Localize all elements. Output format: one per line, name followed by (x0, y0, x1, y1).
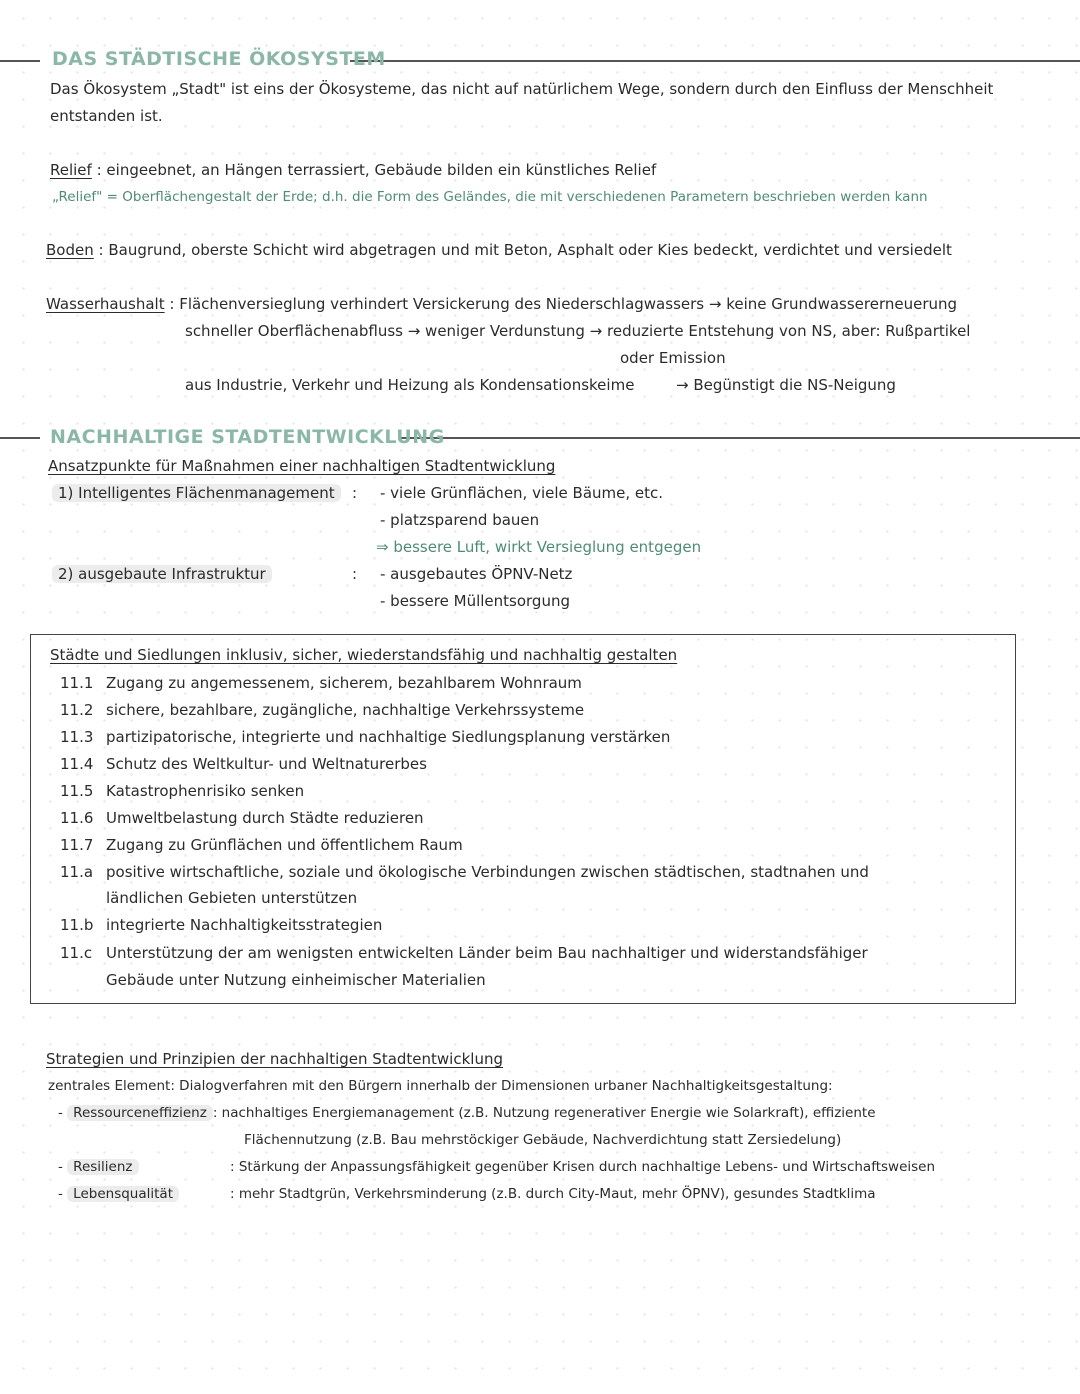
sdg-text: positive wirtschaftliche, soziale und ökologische Verbindungen zwischen städtischen, stadtnahen und (106, 863, 869, 881)
sdg-num: 11.b (60, 916, 94, 934)
relief-definition: „Relief" = Oberflächengestalt der Erde; d.h. die Form des Geländes, die mit verschiedenen Parametern beschrieben werden kann (52, 189, 928, 205)
sdg-text: Umweltbelastung durch Städte reduzieren (106, 809, 424, 827)
sdg-item (60, 889, 357, 907)
sdg-item (60, 674, 582, 692)
sdg-num: 11.4 (60, 755, 94, 773)
section-title-okosystem: DAS STÄDTISCHE ÖKOSYSTEM (52, 48, 386, 70)
sdg-text: Zugang zu angemessenem, sicherem, bezahlbarem Wohnraum (106, 674, 582, 692)
sdg-text: Katastrophenrisiko senken (106, 782, 305, 800)
sdg-item (60, 755, 427, 773)
point1-item-1: - viele Grünflächen, viele Bäume, etc. (380, 484, 664, 502)
sdg-text: Unterstützung der am wenigsten entwickelten Länder beim Bau nachhaltiger und widerstandsfähiger (106, 944, 868, 962)
relief-text: : eingeebnet, an Hängen terrassiert, Gebäude bilden ein künstliches Relief (96, 161, 657, 179)
boden-label: Boden (46, 241, 94, 259)
ressourceneffizienz-row (58, 1105, 876, 1122)
wasser-label: Wasserhaushalt (46, 295, 165, 313)
ressourceneffizienz-text-2: Flächennutzung (z.B. Bau mehrstöckiger Gebäude, Nachverdichtung statt Zersiedelung) (244, 1132, 842, 1148)
sdg-item (60, 863, 869, 881)
dash: - (58, 1159, 63, 1175)
wasser-text-2: schneller Oberflächenabfluss → weniger Verdunstung → reduzierte Entstehung von NS, aber: Rußpartikel (185, 322, 971, 340)
sdg-item (60, 782, 304, 800)
ressourceneffizienz-label: Ressourceneffizienz (67, 1105, 213, 1121)
point2-colon: : (352, 565, 358, 583)
sdg-num: 11.a (60, 863, 94, 881)
point1-result: ⇒ bessere Luft, wirkt Versieglung entgegen (376, 538, 702, 556)
sdg-text: Zugang zu Grünflächen und öffentlichem Raum (106, 836, 463, 854)
sdg-item (60, 971, 486, 989)
sdg-text: partizipatorische, integrierte und nachhaltige Siedlungsplanung verstärken (106, 728, 671, 746)
heading-rule-left-2 (0, 437, 40, 439)
point1-label (52, 484, 341, 502)
lebensqualitaet-text: : mehr Stadtgrün, Verkehrsminderung (z.B. durch City-Maut, mehr ÖPNV), gesundes Stadtklima (230, 1186, 876, 1202)
sdg-num: 11.2 (60, 701, 94, 719)
sdg-item (60, 916, 382, 934)
sdg-item (60, 701, 584, 719)
lebensqualitaet-row (58, 1186, 179, 1203)
wasser-text-1: : Flächenversieglung verhindert Versickerung des Niederschlagwassers → keine Grundwassererneuerung (169, 295, 958, 313)
point2-label-text: 2) ausgebaute Infrastruktur (52, 565, 272, 583)
wasser-row (46, 295, 957, 313)
ressourceneffizienz-text: : nachhaltiges Energiemanagement (z.B. Nutzung regenerativer Energie wie Solarkraft), effiziente (212, 1105, 876, 1121)
point1-colon: : (352, 484, 358, 502)
intro-text: Das Ökosystem „Stadt" ist eins der Ökosysteme, das nicht auf natürlichem Wege, sondern durch den Einfluss der Menschheit (50, 80, 994, 98)
relief-label: Relief (50, 161, 92, 179)
sdg-text: ländlichen Gebieten unterstützen (106, 889, 358, 907)
wasser-text-4a: aus Industrie, Verkehr und Heizung als Kondensationskeime (185, 376, 635, 394)
heading-rule-left (0, 60, 40, 62)
resilienz-text: : Stärkung der Anpassungsfähigkeit gegenüber Krisen durch nachhaltige Lebens- und Wirtschaftsweisen (230, 1159, 936, 1175)
sdg-text: Gebäude unter Nutzung einheimischer Materialien (106, 971, 486, 989)
point1-item-2: - platzsparend bauen (380, 511, 540, 529)
sdg-item (60, 728, 670, 746)
sdg-item (60, 836, 463, 854)
sdg-num: 11.7 (60, 836, 94, 854)
resilienz-row (58, 1159, 139, 1176)
zentrales-element: zentrales Element: Dialogverfahren mit den Bürgern innerhalb der Dimensionen urbaner Nachhaltigkeitsgestaltung: (48, 1078, 833, 1094)
boden-row (46, 241, 952, 259)
sdg-item (60, 944, 868, 962)
relief-row (50, 161, 656, 179)
sdg-num: 11.5 (60, 782, 94, 800)
section-title-stadtentwicklung: NACHHALTIGE STADTENTWICKLUNG (50, 426, 445, 448)
sdg11-title: Städte und Siedlungen inklusiv, sicher, wiederstandsfähig und nachhaltig gestalten (50, 646, 678, 664)
sdg-text: integrierte Nachhaltigkeitsstrategien (106, 916, 383, 934)
sdg-item (60, 809, 424, 827)
point1-label-text: 1) Intelligentes Flächenmanagement (52, 484, 341, 502)
lebensqualitaet-label: Lebensqualität (67, 1186, 179, 1202)
resilienz-label: Resilienz (67, 1159, 138, 1175)
point2-label (52, 565, 272, 583)
boden-text: : Baugrund, oberste Schicht wird abgetragen und mit Beton, Asphalt oder Kies bedeckt, verdichtet und versiedelt (98, 241, 952, 259)
point2-item-1: - ausgebautes ÖPNV-Netz (380, 565, 573, 583)
sdg-text: sichere, bezahlbare, zugängliche, nachhaltige Verkehrssysteme (106, 701, 585, 719)
dash: - (58, 1105, 63, 1121)
strategien-title: Strategien und Prinzipien der nachhaltigen Stadtentwicklung (46, 1050, 503, 1068)
intro-text-cont: entstanden ist. (50, 107, 163, 125)
wasser-text-4b: → Begünstigt die NS-Neigung (676, 376, 896, 394)
dash: - (58, 1186, 63, 1202)
wasser-text-3: oder Emission (620, 349, 726, 367)
heading-rule-right (350, 60, 1080, 62)
sdg-text: Schutz des Weltkultur- und Weltnaturerbes (106, 755, 427, 773)
sdg-num: 11.c (60, 944, 93, 962)
ansatzpunkte-subtitle: Ansatzpunkte für Maßnahmen einer nachhaltigen Stadtentwicklung (48, 457, 556, 475)
sdg-num: 11.6 (60, 809, 94, 827)
heading-rule-right-2 (400, 437, 1080, 439)
point2-item-2: - bessere Müllentsorgung (380, 592, 570, 610)
sdg-num: 11.3 (60, 728, 94, 746)
sdg-num: 11.1 (60, 674, 94, 692)
